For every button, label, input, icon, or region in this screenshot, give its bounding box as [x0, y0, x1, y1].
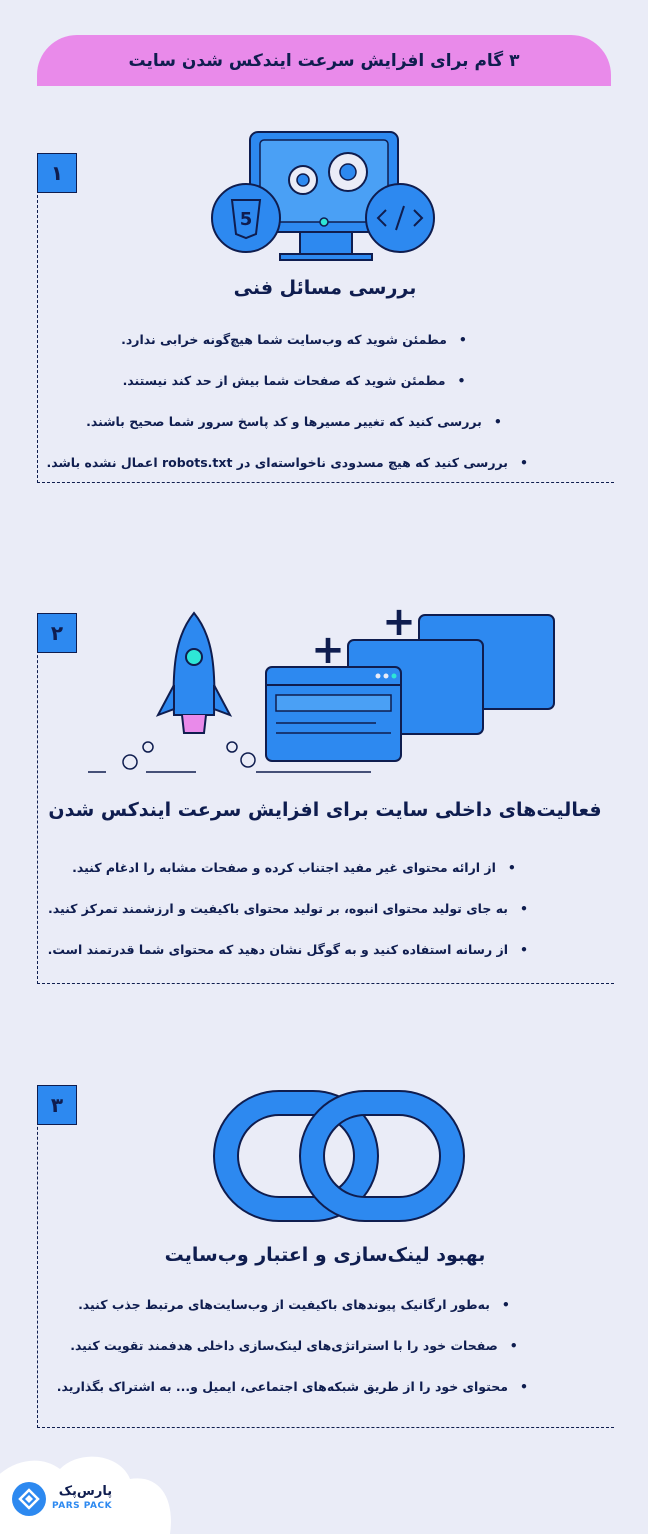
- list-item: • مطمئن شوید که صفحات شما بیش از حد کند نیستند.: [60, 371, 528, 412]
- list-item: • به‌طور ارگانیک پیوندهای باکیفیت از وب‌سایت‌های مرتبط جذب کنید.: [60, 1295, 528, 1336]
- list-item: • از ارائه محتوای غیر مفید اجتناب کرده و صفحات مشابه را ادغام کنید.: [60, 858, 528, 899]
- monitor-gears-icon: [210, 130, 440, 262]
- step-3-number: ۳: [37, 1085, 77, 1125]
- list-item: • به جای تولید محتوای انبوه، بر تولید محتوای باکیفیت و ارزشمند تمرکز کنید.: [60, 899, 528, 940]
- pars-pack-logo-icon: [12, 1482, 46, 1516]
- step-2-heading: فعالیت‌های داخلی سایت برای افزایش سرعت ایندکس شدن: [48, 799, 602, 821]
- list-item: • بررسی کنید که تغییر مسیرها و کد پاسخ سرور شما صحیح باشند.: [60, 412, 528, 453]
- list-item: • صفحات خود را با استراتژی‌های لینک‌سازی داخلی هدفمند تقویت کنید.: [60, 1336, 528, 1377]
- list-item: • بررسی کنید که هیچ مسدودی ناخواسته‌ای در robots.txt اعمال نشده باشد.: [60, 453, 528, 494]
- rocket-pages-icon: [86, 599, 561, 777]
- step-1-bullets: [46, 330, 528, 494]
- step-2-bullets: [47, 858, 528, 981]
- logo-text-fa: پارس‌پک: [58, 1484, 113, 1499]
- chain-link-icon: [218, 1095, 460, 1217]
- svg-text:+: +: [382, 599, 416, 645]
- logo-text-en: PARS PACK: [52, 1501, 113, 1511]
- step-1-number: ۱: [37, 153, 77, 193]
- page-title: ۳ گام برای افزایش سرعت ایندکس شدن سایت: [128, 50, 520, 71]
- step-1-heading: بررسی مسائل فنی: [233, 277, 417, 299]
- list-item: • مطمئن شوید که وب‌سایت شما هیچ‌گونه خرابی ندارد.: [60, 330, 528, 371]
- title-banner: [37, 35, 611, 86]
- svg-text:+: +: [311, 627, 345, 673]
- step-3-heading: بهبود لینک‌سازی و اعتبار وب‌سایت: [164, 1244, 486, 1266]
- list-item: • محتوای خود را از طریق شبکه‌های اجتماعی، ایمیل و... به اشتراک بگذارید.: [60, 1377, 528, 1418]
- logo: [12, 1482, 112, 1516]
- step-2-number: ۲: [37, 613, 77, 653]
- step-3-bullets: [56, 1295, 528, 1418]
- svg-text:5: 5: [239, 209, 253, 230]
- list-item: • از رسانه استفاده کنید و به گوگل نشان دهید که محتوای شما قدرتمند است.: [60, 940, 528, 981]
